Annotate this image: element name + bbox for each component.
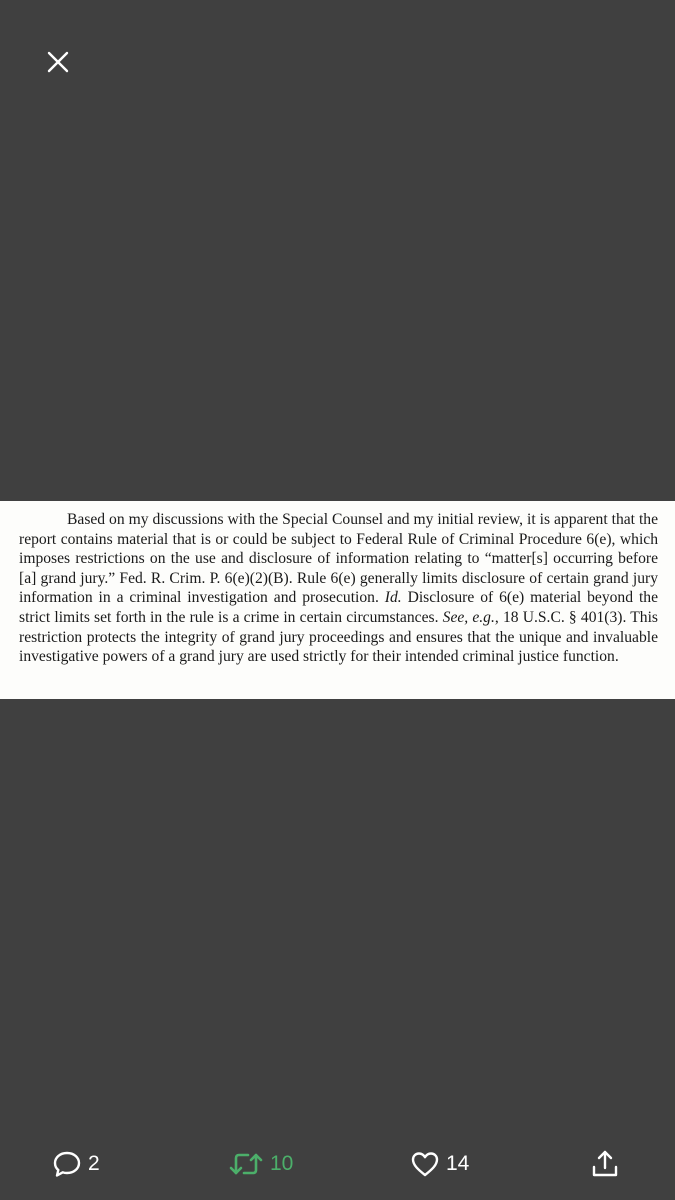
close-icon [46,50,70,74]
document-text-run: Disclosure of 6(e) material beyond the strict limits set forth in the rule is a crime in certain circumstances. [19,589,658,626]
retweet-button[interactable] [228,1140,293,1188]
document-image [0,501,675,699]
retweet-count: 10 [270,1152,294,1175]
document-text-run: , 18 U.S.C. § 401(3). This restriction protects the integrity of grand jury proceedings and ensures that the unique and invaluable investigative powers of a grand jury are used strictly for their intended criminal justice function. [19,608,658,666]
share-button[interactable] [590,1140,620,1188]
heart-icon [410,1149,440,1179]
document-paragraph [19,510,658,667]
reply-count: 2 [88,1152,100,1175]
document-citation-id: Id. [384,589,402,607]
document-text-run: Based on my discussions with the Special Counsel and my initial review, it is apparent that the report contains material that is or could be subject to Federal Rule of Criminal Procedure 6(e), which imposes restrictions on the use and disclosure of information relating to “matter[s] occurring before [a] grand jury.” Fed. R. Crim. P. 6(e)(2)(B). Rule 6(e) generally limits disclosure of certain grand jury information in a criminal investigation and prosecution. [19,511,658,607]
tweet-action-bar [0,1140,675,1188]
share-icon [590,1149,620,1179]
like-button[interactable] [410,1140,469,1188]
close-button[interactable] [38,42,78,82]
retweet-icon [228,1149,264,1179]
reply-button[interactable] [52,1140,100,1188]
like-count: 14 [446,1152,470,1175]
document-citation-see: See, e.g. [442,608,495,626]
reply-icon [52,1149,82,1179]
